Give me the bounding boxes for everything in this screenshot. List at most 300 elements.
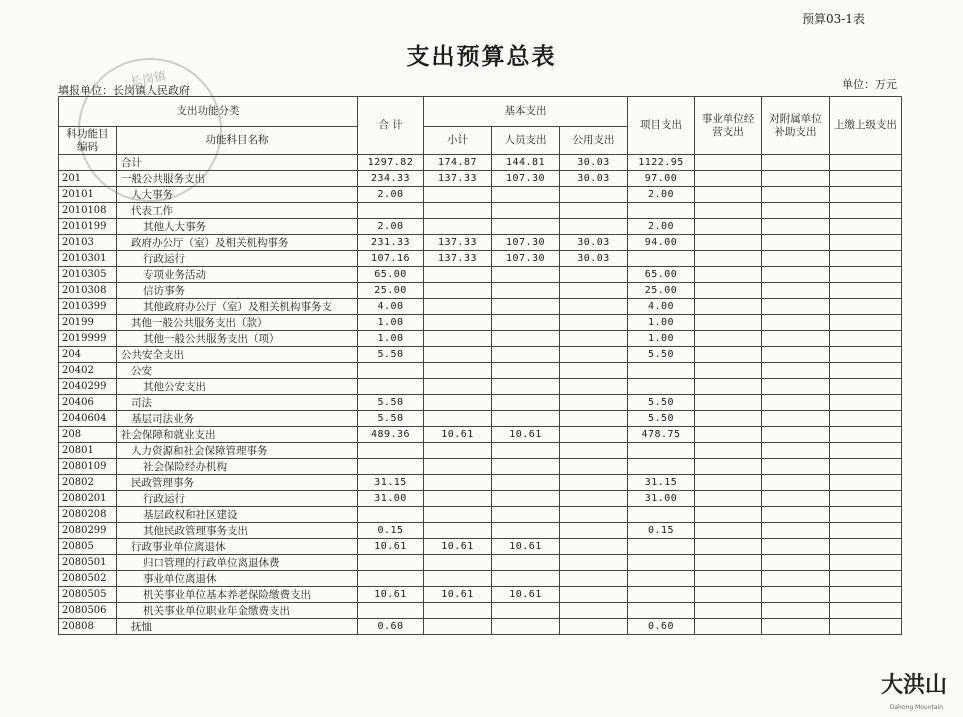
- row-project: [628, 587, 695, 603]
- row-upper: [830, 299, 902, 315]
- row-personnel: 107.30: [492, 235, 560, 251]
- row-subtotal: [424, 219, 492, 235]
- table-row: [59, 235, 902, 251]
- row-project: [628, 203, 695, 219]
- row-subtotal: [424, 555, 492, 571]
- header-name: 功能科目名称: [117, 127, 358, 155]
- row-personnel: 10.61: [492, 539, 560, 555]
- row-project: 97.00: [628, 171, 695, 187]
- row-personnel: [492, 187, 560, 203]
- table-row: [59, 171, 902, 187]
- row-total: 10.61: [358, 539, 424, 555]
- row-subtotal: [424, 267, 492, 283]
- row-name: 专项业务活动: [117, 267, 358, 283]
- row-upper: [830, 411, 902, 427]
- row-upper: [830, 331, 902, 347]
- row-personnel: [492, 219, 560, 235]
- row-project: 5.50: [628, 395, 695, 411]
- row-code: 2080201: [59, 491, 117, 507]
- row-subsidy: [762, 523, 830, 539]
- row-total: 0.15: [358, 523, 424, 539]
- row-total: [358, 379, 424, 395]
- row-subtotal: [424, 331, 492, 347]
- row-business: [695, 491, 762, 507]
- row-project: 1122.95: [628, 155, 695, 171]
- row-total: 4.00: [358, 299, 424, 315]
- header-subsidy: 对附属单位补助支出: [762, 97, 830, 155]
- row-subtotal: [424, 379, 492, 395]
- row-personnel: [492, 395, 560, 411]
- row-subtotal: [424, 603, 492, 619]
- row-public: [560, 491, 628, 507]
- row-public: [560, 523, 628, 539]
- row-upper: [830, 587, 902, 603]
- row-public: [560, 475, 628, 491]
- row-personnel: [492, 475, 560, 491]
- row-upper: [830, 443, 902, 459]
- row-public: [560, 363, 628, 379]
- row-subtotal: [424, 315, 492, 331]
- row-total: [358, 603, 424, 619]
- row-code: 20101: [59, 187, 117, 203]
- row-code: [59, 155, 117, 171]
- row-code: 204: [59, 347, 117, 363]
- row-project: 5.50: [628, 411, 695, 427]
- row-subsidy: [762, 395, 830, 411]
- row-name: 一般公共服务支出: [117, 171, 358, 187]
- row-public: [560, 203, 628, 219]
- row-public: [560, 187, 628, 203]
- table-row: [59, 443, 902, 459]
- row-name: 其他公安支出: [117, 379, 358, 395]
- row-code: 2080505: [59, 587, 117, 603]
- row-total: [358, 443, 424, 459]
- row-business: [695, 347, 762, 363]
- row-total: [358, 571, 424, 587]
- row-total: 107.16: [358, 251, 424, 267]
- row-name: 公安: [117, 363, 358, 379]
- row-business: [695, 555, 762, 571]
- row-subsidy: [762, 315, 830, 331]
- row-project: 31.15: [628, 475, 695, 491]
- row-code: 2080208: [59, 507, 117, 523]
- table-row: [59, 219, 902, 235]
- row-project: [628, 443, 695, 459]
- table-row: [59, 571, 902, 587]
- row-total: 1.00: [358, 315, 424, 331]
- row-subsidy: [762, 587, 830, 603]
- row-code: 2010308: [59, 283, 117, 299]
- row-personnel: [492, 603, 560, 619]
- row-name: 政府办公厅（室）及相关机构事务: [117, 235, 358, 251]
- row-name: 抚恤: [117, 619, 358, 635]
- row-business: [695, 603, 762, 619]
- row-business: [695, 507, 762, 523]
- row-project: [628, 251, 695, 267]
- row-upper: [830, 251, 902, 267]
- row-subsidy: [762, 347, 830, 363]
- row-public: [560, 619, 628, 635]
- row-public: [560, 299, 628, 315]
- row-subtotal: [424, 571, 492, 587]
- row-business: [695, 539, 762, 555]
- row-public: [560, 379, 628, 395]
- row-upper: [830, 459, 902, 475]
- row-subtotal: 137.33: [424, 235, 492, 251]
- table-row: [59, 523, 902, 539]
- row-code: 20406: [59, 395, 117, 411]
- row-name: 民政管理事务: [117, 475, 358, 491]
- row-business: [695, 523, 762, 539]
- row-upper: [830, 379, 902, 395]
- row-project: 25.00: [628, 283, 695, 299]
- row-total: 231.33: [358, 235, 424, 251]
- row-upper: [830, 203, 902, 219]
- row-upper: [830, 555, 902, 571]
- row-personnel: [492, 523, 560, 539]
- row-name: 其他一般公共服务支出（项）: [117, 331, 358, 347]
- row-personnel: [492, 267, 560, 283]
- table-row: [59, 155, 902, 171]
- row-business: [695, 427, 762, 443]
- table-row: [59, 603, 902, 619]
- row-business: [695, 587, 762, 603]
- row-public: 30.03: [560, 171, 628, 187]
- row-upper: [830, 619, 902, 635]
- official-seal-text: 长岗镇: [129, 68, 168, 90]
- row-upper: [830, 219, 902, 235]
- row-subsidy: [762, 411, 830, 427]
- row-total: [358, 459, 424, 475]
- row-upper: [830, 523, 902, 539]
- header-basic: 基本支出: [424, 97, 628, 127]
- row-personnel: [492, 571, 560, 587]
- row-subtotal: [424, 619, 492, 635]
- row-upper: [830, 395, 902, 411]
- table-row: [59, 299, 902, 315]
- table-row: [59, 411, 902, 427]
- row-business: [695, 235, 762, 251]
- row-upper: [830, 235, 902, 251]
- row-public: [560, 283, 628, 299]
- row-subsidy: [762, 603, 830, 619]
- row-upper: [830, 507, 902, 523]
- form-number: 预算03-1表: [802, 12, 865, 26]
- row-code: 2010301: [59, 251, 117, 267]
- row-business: [695, 475, 762, 491]
- header-total: 合 计: [358, 97, 424, 155]
- row-personnel: [492, 363, 560, 379]
- row-personnel: [492, 283, 560, 299]
- row-subtotal: 10.61: [424, 539, 492, 555]
- row-upper: [830, 603, 902, 619]
- row-name: 事业单位离退休: [117, 571, 358, 587]
- row-business: [695, 379, 762, 395]
- row-code: 2019999: [59, 331, 117, 347]
- row-code: 2080501: [59, 555, 117, 571]
- row-name: 代表工作: [117, 203, 358, 219]
- row-code: 20402: [59, 363, 117, 379]
- row-project: 2.00: [628, 187, 695, 203]
- row-subsidy: [762, 363, 830, 379]
- row-code: 2010305: [59, 267, 117, 283]
- row-public: 30.03: [560, 251, 628, 267]
- table-row: [59, 283, 902, 299]
- header-subtotal: 小计: [424, 127, 492, 155]
- row-personnel: [492, 555, 560, 571]
- row-total: 65.00: [358, 267, 424, 283]
- row-code: 20801: [59, 443, 117, 459]
- table-row: [59, 507, 902, 523]
- row-name: 社会保险经办机构: [117, 459, 358, 475]
- row-project: [628, 363, 695, 379]
- row-personnel: [492, 459, 560, 475]
- row-code: 20802: [59, 475, 117, 491]
- row-subsidy: [762, 251, 830, 267]
- row-upper: [830, 315, 902, 331]
- row-upper: [830, 347, 902, 363]
- row-subtotal: [424, 523, 492, 539]
- row-upper: [830, 171, 902, 187]
- table-row: [59, 459, 902, 475]
- row-subtotal: [424, 443, 492, 459]
- row-project: 1.00: [628, 331, 695, 347]
- row-total: 5.50: [358, 347, 424, 363]
- row-public: [560, 459, 628, 475]
- row-code: 2080299: [59, 523, 117, 539]
- row-code: 2080506: [59, 603, 117, 619]
- row-subsidy: [762, 555, 830, 571]
- row-public: [560, 331, 628, 347]
- row-public: [560, 443, 628, 459]
- row-subsidy: [762, 235, 830, 251]
- row-subtotal: 174.87: [424, 155, 492, 171]
- row-public: [560, 571, 628, 587]
- row-business: [695, 299, 762, 315]
- row-total: 5.50: [358, 411, 424, 427]
- row-subsidy: [762, 427, 830, 443]
- row-total: 2.00: [358, 187, 424, 203]
- row-project: [628, 459, 695, 475]
- row-business: [695, 187, 762, 203]
- row-total: [358, 363, 424, 379]
- row-name: 其他一般公共服务支出（款）: [117, 315, 358, 331]
- row-subtotal: 137.33: [424, 171, 492, 187]
- row-subsidy: [762, 619, 830, 635]
- header-upper: 上缴上级支出: [830, 97, 902, 155]
- row-subtotal: [424, 507, 492, 523]
- row-subsidy: [762, 267, 830, 283]
- row-project: 4.00: [628, 299, 695, 315]
- row-subtotal: [424, 395, 492, 411]
- row-business: [695, 331, 762, 347]
- row-upper: [830, 267, 902, 283]
- row-subsidy: [762, 443, 830, 459]
- row-personnel: [492, 443, 560, 459]
- row-upper: [830, 539, 902, 555]
- row-total: 2.00: [358, 219, 424, 235]
- row-personnel: 144.81: [492, 155, 560, 171]
- header-func-class: 支出功能分类: [59, 97, 358, 127]
- row-business: [695, 395, 762, 411]
- row-code: 2040299: [59, 379, 117, 395]
- table-row: [59, 347, 902, 363]
- row-upper: [830, 155, 902, 171]
- row-personnel: 10.61: [492, 587, 560, 603]
- row-upper: [830, 427, 902, 443]
- row-name: 其他政府办公厅（室）及相关机构事务支: [117, 299, 358, 315]
- row-total: [358, 507, 424, 523]
- row-public: [560, 347, 628, 363]
- row-public: 30.03: [560, 155, 628, 171]
- table-row: [59, 187, 902, 203]
- row-name: 基层政权和社区建设: [117, 507, 358, 523]
- row-name: 行政运行: [117, 491, 358, 507]
- row-subtotal: [424, 283, 492, 299]
- row-personnel: [492, 507, 560, 523]
- row-total: 489.36: [358, 427, 424, 443]
- row-personnel: [492, 491, 560, 507]
- row-project: 478.75: [628, 427, 695, 443]
- row-total: 10.61: [358, 587, 424, 603]
- row-subsidy: [762, 491, 830, 507]
- row-total: 0.60: [358, 619, 424, 635]
- table-row: [59, 267, 902, 283]
- row-project: 1.00: [628, 315, 695, 331]
- logo-subtitle: Dahong Mountain: [889, 704, 943, 711]
- row-total: 25.00: [358, 283, 424, 299]
- row-subtotal: [424, 459, 492, 475]
- row-total: 5.50: [358, 395, 424, 411]
- row-personnel: [492, 619, 560, 635]
- row-business: [695, 443, 762, 459]
- row-code: 2040604: [59, 411, 117, 427]
- header-project: 项目支出: [628, 97, 695, 155]
- row-subtotal: [424, 475, 492, 491]
- row-upper: [830, 571, 902, 587]
- row-name: 司法: [117, 395, 358, 411]
- header-personnel: 人员支出: [492, 127, 560, 155]
- header-code: 科功能目编码: [59, 127, 117, 155]
- row-business: [695, 251, 762, 267]
- table-row: [59, 379, 902, 395]
- row-subsidy: [762, 219, 830, 235]
- row-name: 社会保障和就业支出: [117, 427, 358, 443]
- table-row: [59, 491, 902, 507]
- row-business: [695, 267, 762, 283]
- row-subtotal: [424, 299, 492, 315]
- row-subtotal: 10.61: [424, 427, 492, 443]
- row-personnel: [492, 331, 560, 347]
- row-code: 2010108: [59, 203, 117, 219]
- filler-unit: 填报单位：长岗镇人民政府: [58, 84, 190, 97]
- row-code: 208: [59, 427, 117, 443]
- row-upper: [830, 475, 902, 491]
- row-public: [560, 603, 628, 619]
- row-subsidy: [762, 203, 830, 219]
- row-subtotal: [424, 491, 492, 507]
- row-code: 2080502: [59, 571, 117, 587]
- row-business: [695, 171, 762, 187]
- table-row: [59, 395, 902, 411]
- row-subtotal: 137.33: [424, 251, 492, 267]
- row-public: [560, 395, 628, 411]
- table-row: [59, 251, 902, 267]
- row-business: [695, 155, 762, 171]
- row-name: 其他民政管理事务支出: [117, 523, 358, 539]
- row-total: 31.15: [358, 475, 424, 491]
- row-code: 20103: [59, 235, 117, 251]
- row-public: [560, 539, 628, 555]
- row-public: [560, 555, 628, 571]
- row-project: 94.00: [628, 235, 695, 251]
- row-public: [560, 219, 628, 235]
- row-project: 0.60: [628, 619, 695, 635]
- row-subsidy: [762, 507, 830, 523]
- row-project: 0.15: [628, 523, 695, 539]
- row-business: [695, 571, 762, 587]
- row-subtotal: [424, 203, 492, 219]
- row-name: 基层司法业务: [117, 411, 358, 427]
- row-business: [695, 459, 762, 475]
- row-name: 其他人大事务: [117, 219, 358, 235]
- row-public: [560, 411, 628, 427]
- unit-label: 单位：万元: [842, 78, 897, 91]
- header-public: 公用支出: [560, 127, 628, 155]
- row-subtotal: [424, 347, 492, 363]
- row-name: 信访事务: [117, 283, 358, 299]
- row-upper: [830, 187, 902, 203]
- row-upper: [830, 283, 902, 299]
- row-public: [560, 427, 628, 443]
- row-personnel: [492, 315, 560, 331]
- table-row: [59, 363, 902, 379]
- page-title: 支出预算总表: [406, 43, 557, 70]
- row-total: [358, 555, 424, 571]
- row-personnel: [492, 379, 560, 395]
- row-total: 1.00: [358, 331, 424, 347]
- table-row: [59, 331, 902, 347]
- row-code: 20199: [59, 315, 117, 331]
- row-subsidy: [762, 539, 830, 555]
- row-subtotal: [424, 363, 492, 379]
- row-name: 机关事业单位基本养老保险缴费支出: [117, 587, 358, 603]
- row-code: 2080109: [59, 459, 117, 475]
- row-subsidy: [762, 155, 830, 171]
- row-code: 2010399: [59, 299, 117, 315]
- table-row: [59, 539, 902, 555]
- row-public: [560, 315, 628, 331]
- row-public: [560, 267, 628, 283]
- row-project: 65.00: [628, 267, 695, 283]
- table-row: [59, 587, 902, 603]
- row-subsidy: [762, 459, 830, 475]
- row-total: 31.00: [358, 491, 424, 507]
- row-name: 公共安全支出: [117, 347, 358, 363]
- row-code: 201: [59, 171, 117, 187]
- row-personnel: 107.30: [492, 171, 560, 187]
- row-subtotal: [424, 187, 492, 203]
- row-subsidy: [762, 331, 830, 347]
- row-subsidy: [762, 299, 830, 315]
- row-project: 31.00: [628, 491, 695, 507]
- row-subsidy: [762, 475, 830, 491]
- row-upper: [830, 491, 902, 507]
- row-public: [560, 507, 628, 523]
- logo: 大洪山: [880, 673, 947, 698]
- row-total: 1297.82: [358, 155, 424, 171]
- row-project: [628, 379, 695, 395]
